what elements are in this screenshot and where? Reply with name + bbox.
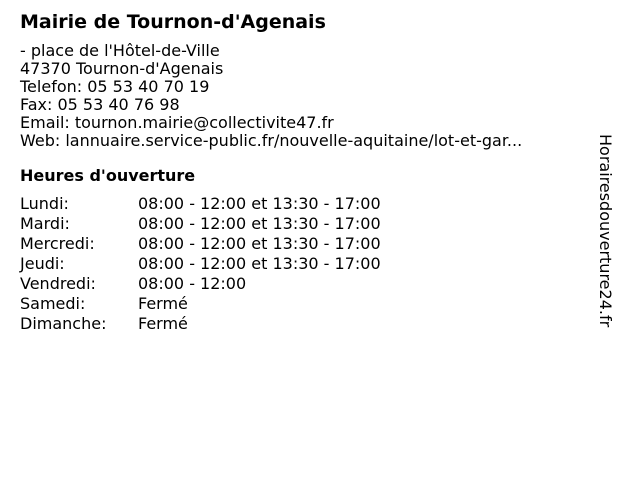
hours-row-wednesday xyxy=(20,234,600,254)
day-hours: 08:00 - 12:00 et 13:30 - 17:00 xyxy=(138,234,381,253)
day-label: Lundi: xyxy=(20,194,69,213)
web-line: Web: lannuaire.service-public.fr/nouvelle-aquitaine/lot-et-gar... xyxy=(20,131,523,150)
address-block xyxy=(20,42,600,150)
day-label: Jeudi: xyxy=(20,254,65,273)
hours-table xyxy=(20,194,600,334)
listing-card xyxy=(20,10,600,334)
day-label: Samedi: xyxy=(20,294,86,313)
postal-city: 47370 Tournon-d'Agenais xyxy=(20,59,224,78)
day-label: Mardi: xyxy=(20,214,70,233)
hours-row-monday xyxy=(20,194,600,214)
day-hours: 08:00 - 12:00 et 13:30 - 17:00 xyxy=(138,254,381,273)
hours-row-tuesday xyxy=(20,214,600,234)
street-address: - place de l'Hôtel-de-Ville xyxy=(20,41,220,60)
site-watermark: Horairesdouverture24.fr xyxy=(596,134,615,328)
phone-line: Telefon: 05 53 40 70 19 xyxy=(20,77,210,96)
email-line: Email: tournon.mairie@collectivite47.fr xyxy=(20,113,334,132)
hours-heading: Heures d'ouverture xyxy=(20,166,196,185)
day-label: Vendredi: xyxy=(20,274,96,293)
day-hours: 08:00 - 12:00 et 13:30 - 17:00 xyxy=(138,194,381,213)
hours-row-saturday xyxy=(20,294,600,314)
day-hours: Fermé xyxy=(138,294,188,313)
hours-row-thursday xyxy=(20,254,600,274)
day-hours: Fermé xyxy=(138,314,188,333)
day-hours: 08:00 - 12:00 xyxy=(138,274,247,293)
day-hours: 08:00 - 12:00 et 13:30 - 17:00 xyxy=(138,214,381,233)
hours-row-friday xyxy=(20,274,600,294)
fax-line: Fax: 05 53 40 76 98 xyxy=(20,95,180,114)
page-title: Mairie de Tournon-d'Agenais xyxy=(20,11,326,33)
day-label: Dimanche: xyxy=(20,314,107,333)
day-label: Mercredi: xyxy=(20,234,95,253)
hours-row-sunday xyxy=(20,314,600,334)
